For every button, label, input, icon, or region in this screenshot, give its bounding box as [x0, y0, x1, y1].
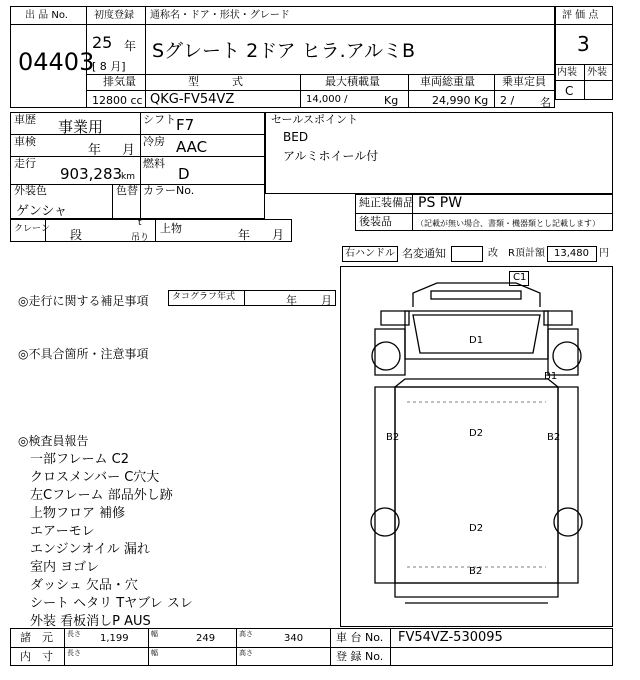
displacement-value: 12800 cc: [92, 94, 143, 107]
first-reg-label: 初度登録: [94, 10, 134, 21]
inspector-line: エンジンオイル 漏れ: [30, 542, 150, 557]
damage-marker: B1: [544, 371, 558, 382]
inspector-line: 上物フロア 補修: [30, 506, 126, 521]
height-label: 高さ: [239, 630, 253, 638]
inspector-line: 外装 看板消しP AUS: [30, 614, 151, 629]
sales-point-line: アルミホイール付: [283, 149, 379, 163]
divider: [10, 647, 613, 648]
damage-marker: B2: [469, 566, 483, 577]
length-label: 長さ: [67, 630, 81, 638]
type-label: 型 式: [188, 75, 243, 88]
height-value: 340: [284, 633, 304, 644]
divider: [10, 134, 265, 135]
odometer-label: 改 R頂計額: [488, 248, 545, 259]
divider: [155, 219, 156, 242]
gvw-value: 24,990 Kg: [432, 94, 489, 107]
divider: [86, 74, 555, 75]
divider: [494, 74, 495, 108]
upper-year: 年: [238, 228, 251, 242]
inspector-line: シート ヘタリ Tヤブレ スレ: [30, 596, 193, 611]
color-no-label: カラーNo.: [143, 184, 195, 197]
mileage-unit: km: [121, 172, 135, 182]
divider: [148, 628, 149, 666]
first-reg-month: [ 8 月]: [92, 60, 126, 73]
divider: [330, 628, 331, 666]
genuine-value: PS PW: [418, 195, 463, 211]
interior-value: C: [565, 84, 574, 98]
reg-label: 登 録 No.: [336, 650, 384, 663]
exterior-label: 外装: [587, 67, 607, 78]
displacement-label: 排気量: [103, 75, 136, 88]
crane-stage: 段: [70, 228, 83, 242]
name-change-box: [451, 246, 483, 262]
tacho-year: 年: [286, 294, 297, 307]
height-label: 高さ: [239, 649, 253, 657]
inspection-label: 車検: [14, 135, 36, 148]
length-label: 長さ: [67, 649, 81, 657]
damage-marker: B2: [386, 432, 400, 443]
first-reg-year: 25: [92, 33, 113, 52]
width-value: 249: [196, 633, 216, 644]
crane-label: クレーン: [14, 224, 50, 234]
name-change-label: 名変通知: [402, 247, 446, 260]
length-value: 1,199: [100, 633, 129, 644]
interior-dims-label: 内 寸: [20, 650, 53, 663]
model-label: 通称名・ドア・形状・グレード: [150, 10, 290, 21]
right-hand-label: 右ハンドル: [345, 248, 395, 259]
color-change-label: 色替: [116, 184, 138, 197]
damage-marker: B2: [547, 432, 561, 443]
inspection-year: 年: [88, 143, 102, 158]
width-label: 幅: [151, 649, 158, 657]
interior-label: 内装: [557, 67, 577, 78]
chassis-value: FV54VZ-530095: [398, 630, 503, 645]
divider: [86, 90, 555, 91]
history-value: 事業用: [58, 118, 104, 136]
sales-point-label: セールスポイント: [271, 113, 359, 126]
divider: [140, 184, 141, 219]
grade-label: 評 価 点: [562, 10, 599, 21]
damage-marker: D1: [469, 335, 484, 346]
grade-value: 3: [577, 32, 590, 56]
lot-label: 出 品 No.: [25, 10, 68, 21]
divider: [10, 156, 265, 157]
driving-remarks-label: ◎走行に関する補足事項: [18, 294, 149, 308]
divider: [300, 74, 301, 108]
genuine-label: 純正装備品: [359, 196, 414, 209]
divider: [244, 290, 245, 306]
divider: [86, 24, 555, 25]
dimensions-label: 諸 元: [20, 631, 53, 644]
mileage-label: 走行: [14, 157, 36, 170]
payload-label: 最大積載量: [325, 75, 380, 88]
ac-value: AAC: [176, 138, 208, 156]
model-name: Sグレート 2ドア ヒラ.アルミB: [152, 40, 415, 62]
upper-label: 上物: [160, 222, 182, 235]
type-value: QKG-FV54VZ: [150, 92, 235, 107]
inspector-line: クロスメンバー C穴大: [30, 470, 160, 485]
color-value: ゲンシャ: [16, 204, 68, 219]
divider: [390, 628, 391, 666]
inspector-line: エアーモレ: [30, 524, 95, 539]
lot-number: 04403: [18, 48, 95, 76]
shift-value: F7: [176, 116, 195, 134]
divider: [236, 628, 237, 666]
gvw-label: 車両総重量: [420, 75, 475, 88]
divider: [112, 184, 113, 219]
inspection-month: 月: [122, 143, 136, 158]
payload-unit: Kg: [384, 94, 399, 107]
odometer-unit: 円: [599, 248, 609, 259]
damage-marker: D2: [469, 523, 484, 534]
inspector-line: ダッシュ 欠品・穴: [30, 578, 138, 593]
fuel-value: D: [178, 165, 190, 183]
divider: [10, 24, 86, 25]
odometer-value: 13,480: [554, 248, 589, 259]
divider: [145, 74, 146, 108]
year-unit: 年: [124, 39, 137, 53]
divider: [408, 74, 409, 108]
divider: [584, 64, 585, 100]
color-label: 外装色: [14, 184, 47, 197]
inspector-line: 一部フレーム C2: [30, 452, 129, 467]
divider: [64, 628, 65, 666]
capacity-value: 2 /: [500, 94, 515, 107]
divider: [145, 6, 146, 74]
capacity-unit: 名: [540, 96, 551, 109]
damage-marker: D2: [469, 428, 484, 439]
divider: [555, 24, 613, 25]
width-label: 幅: [151, 630, 158, 638]
divider: [140, 112, 141, 184]
sales-point-line: BED: [283, 130, 309, 144]
upper-month: 月: [272, 228, 285, 242]
ac-label: 冷房: [143, 135, 165, 148]
history-label: 車歴: [14, 113, 36, 126]
aftermarket-label: 後装品: [359, 215, 392, 228]
damage-marker: C1: [513, 272, 527, 283]
mileage-value: 903,283: [60, 165, 123, 183]
fuel-label: 燃料: [143, 157, 165, 170]
inspector-line: 左Cフレーム 部品外し跡: [30, 488, 173, 503]
crane-hoist: 吊り: [131, 233, 150, 243]
damage-diagram: [340, 266, 613, 627]
inspector-label: ◎検査員報告: [18, 434, 89, 448]
payload-value: 14,000 /: [306, 94, 348, 105]
capacity-label: 乗車定員: [502, 75, 546, 88]
chassis-label: 車 台 No.: [336, 631, 384, 644]
tacho-month: 月: [321, 294, 332, 307]
inspector-line: 室内 ヨゴレ: [30, 560, 100, 575]
divider: [355, 213, 613, 214]
shift-label: シフト: [143, 113, 176, 126]
tacho-label: タコグラフ年式: [172, 292, 236, 302]
aftermarket-note: （記載が無い場合、書類・機器類とし記載します）: [416, 219, 600, 228]
crane-ton: t: [138, 218, 142, 228]
defects-label: ◎不具合箇所・注意事項: [18, 347, 149, 361]
